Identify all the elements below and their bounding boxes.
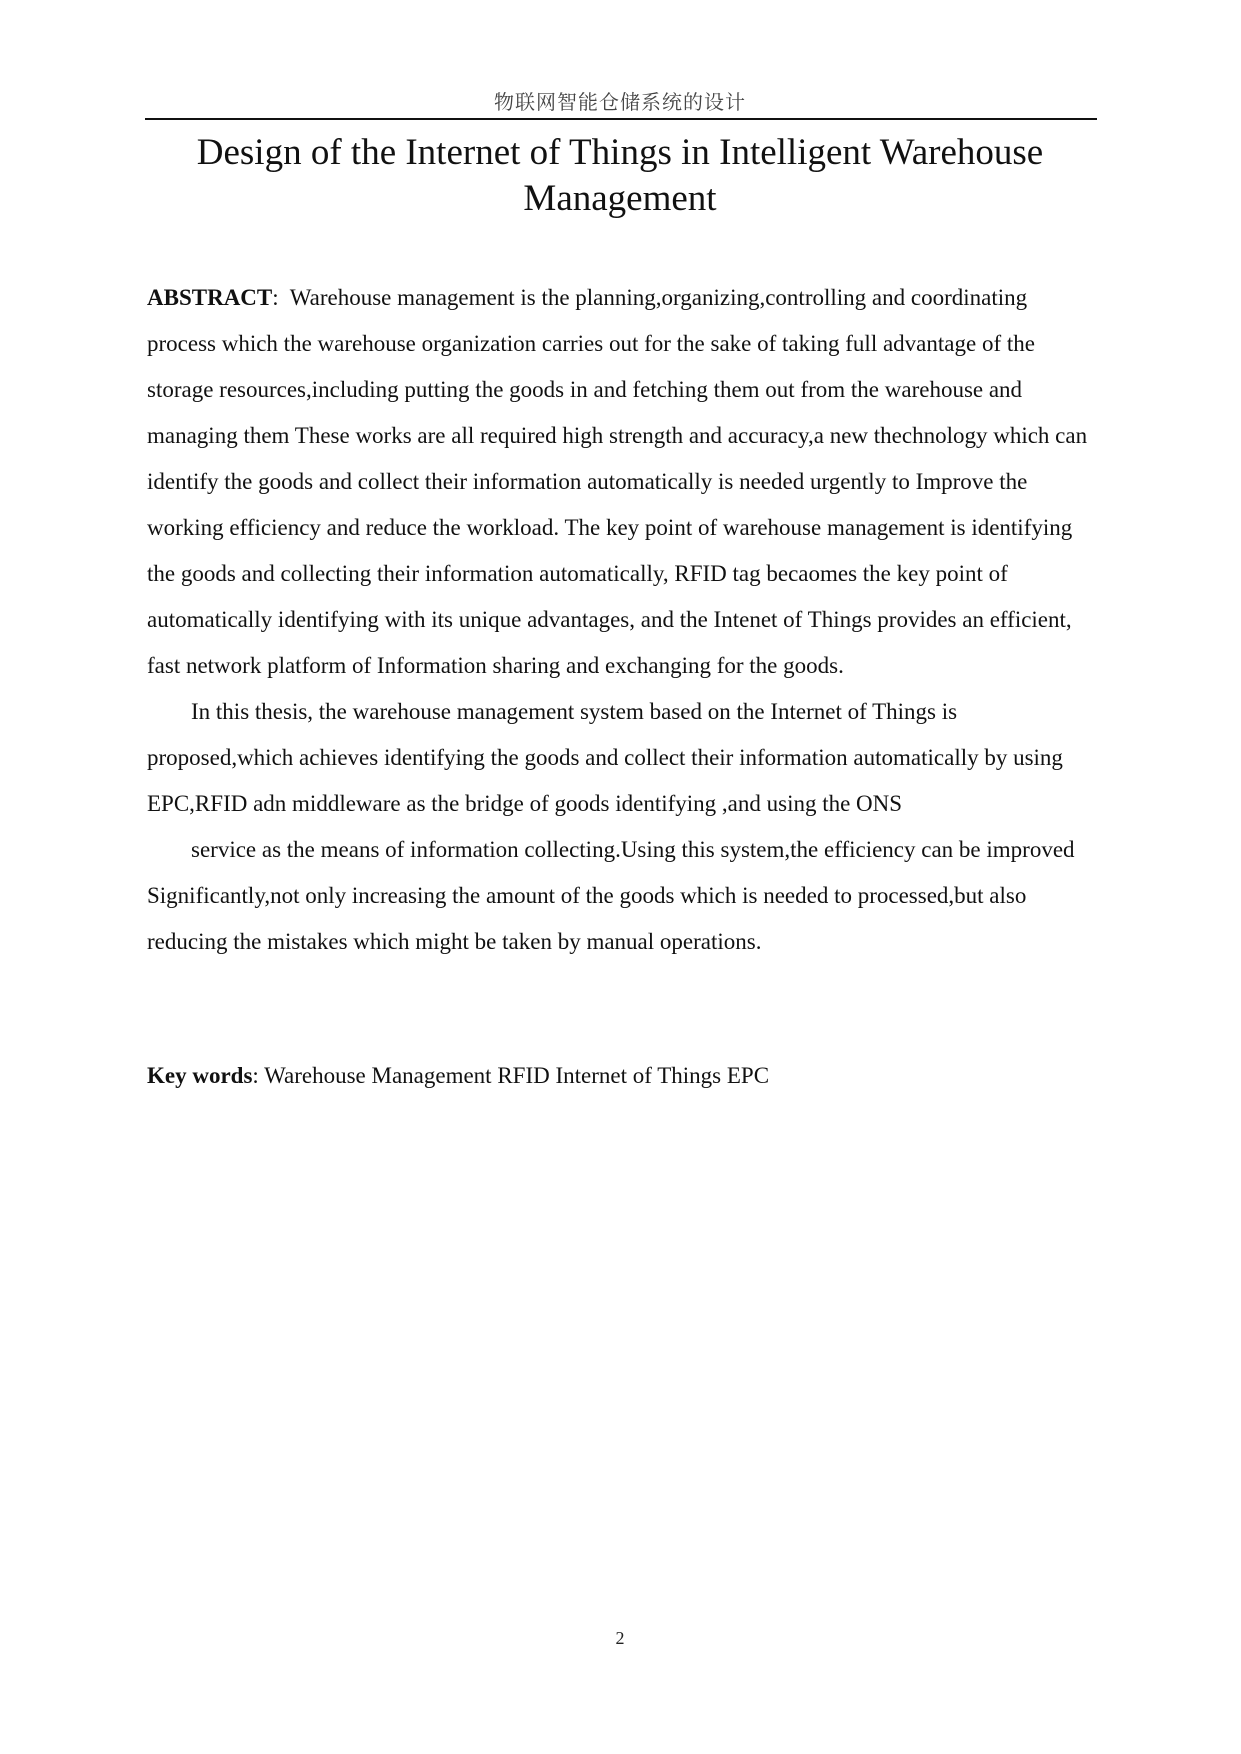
keywords-section <box>147 1053 1097 1099</box>
paper-title-line-1: Design of the Internet of Things in Intelligent Warehouse <box>196 132 1044 173</box>
paper-title <box>145 130 1095 222</box>
abstract-section <box>147 275 1097 965</box>
abstract-label: ABSTRACT <box>147 285 273 310</box>
keywords-value: Warehouse Management RFID Internet of Things EPC <box>264 1063 770 1088</box>
running-header: 物联网智能仓储系统的设计 <box>494 90 746 114</box>
abstract-paragraph-3: service as the means of information collecting.Using this system,the efficiency can be improved Significantly,not only increasing the amount of the goods which is needed to processed,but also reducing the mistakes which might be taken by manual operations. <box>147 837 1075 954</box>
paper-title-line-2: Management <box>523 178 717 219</box>
keywords-label: Key words <box>147 1063 253 1088</box>
abstract-paragraph-1 <box>147 275 1097 689</box>
keywords-separator: : <box>252 1063 259 1088</box>
abstract-paragraph-1-text: Warehouse management is the planning,organizing,controlling and coordinating process which the warehouse organization carries out for the sake of taking full advantage of the storage resources,including putting the goods in and fetching them out from the warehouse and managing them These works are all required high strength and accuracy,a new thechnology which can identify the goods and collect their information automatically is needed urgently to Improve the working efficiency and reduce the workload. The key point of warehouse management is identifying the goods and collecting their information automatically, RFID tag becaomes the key point of automatically identifying with its unique advantages, and the Intenet of Things provides an efficient, fast network platform of Information sharing and exchanging for the goods. <box>147 285 1088 678</box>
page-number: 2 <box>615 1628 625 1648</box>
abstract-paragraph-2: In this thesis, the warehouse management system based on the Internet of Things is proposed,which achieves identifying the goods and collect their information automatically by using EPC,RFID adn middleware as the bridge of goods identifying ,and using the ONS <box>147 699 1063 816</box>
header-rule <box>145 118 1097 120</box>
abstract-separator: : <box>272 285 279 310</box>
